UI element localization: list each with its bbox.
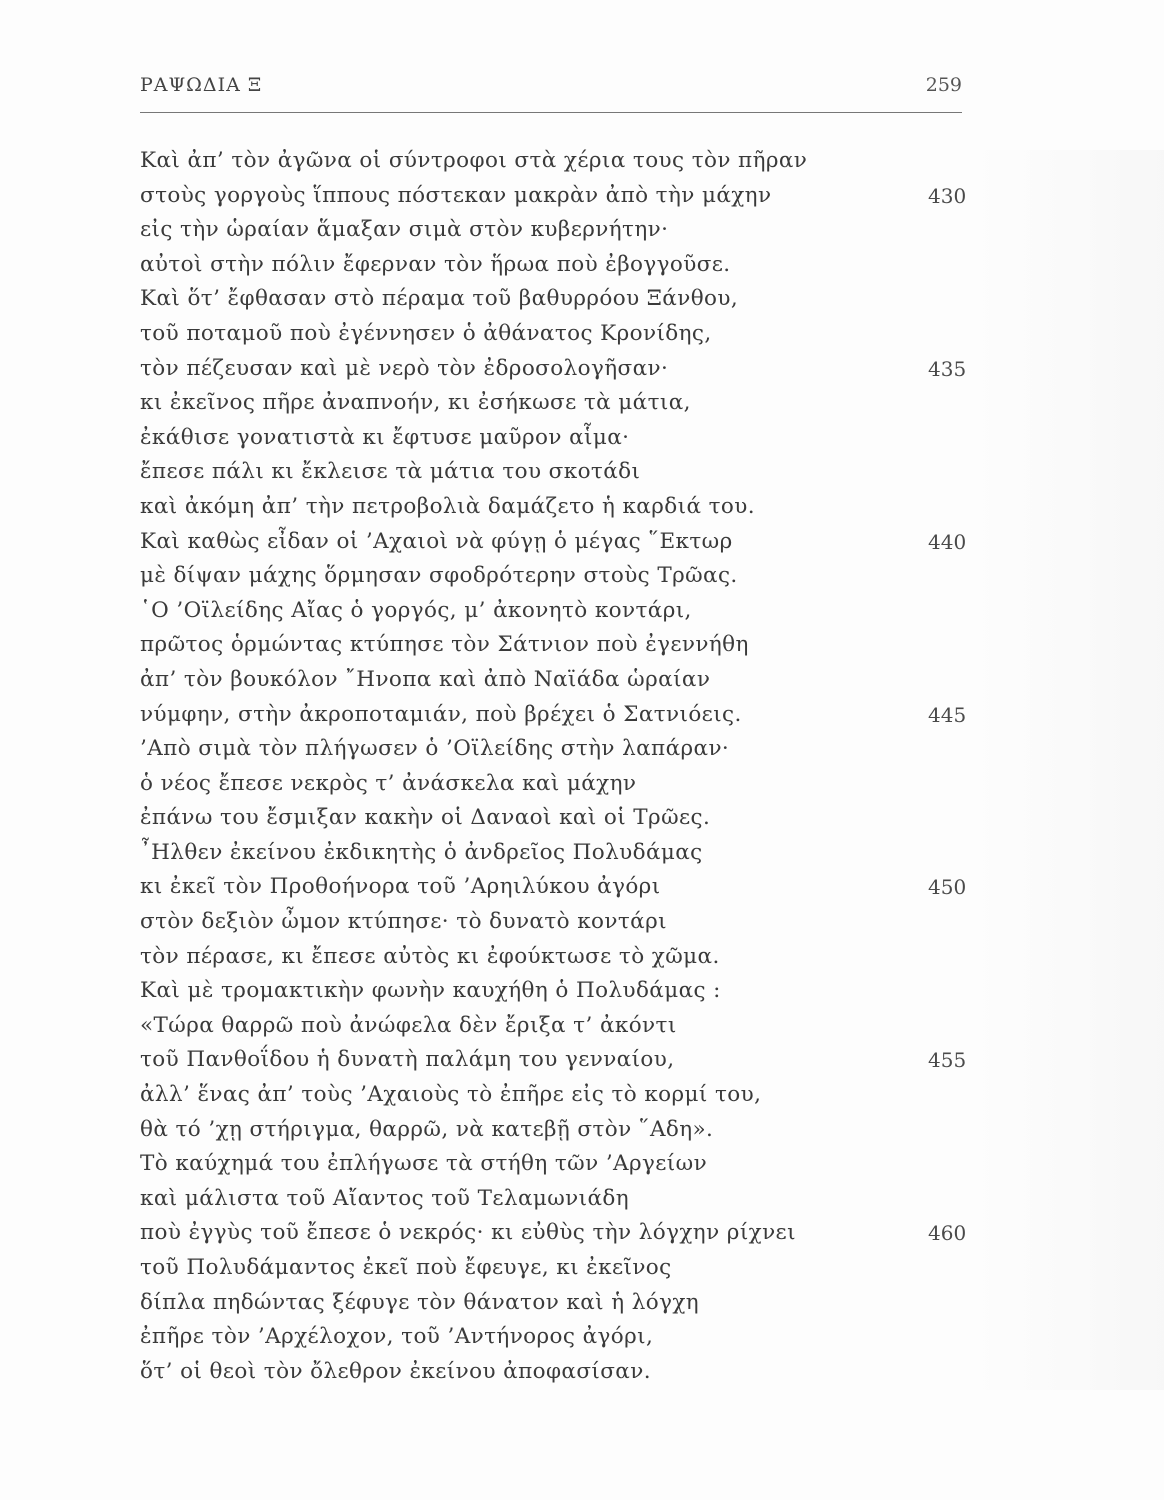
line-number: 450 [928,875,967,900]
verse-line [140,282,980,317]
verse-line [140,179,980,214]
line-number: 430 [928,183,967,208]
verse-line [140,490,980,525]
verse-text: Καὶ ὅτ’ ἔφθασαν στὸ πέραμα τοῦ βαθυρρόου Ξάνθου, [140,286,739,312]
verse-text: «Τώρα θαρρῶ ποὺ ἀνώφελα δὲν ἔριξα τ’ ἀκόντι [140,1012,677,1038]
verse-text: ἔπεσε πάλι κι ἔκλεισε τὰ μάτια του σκοτάδι [140,459,641,485]
verse-line [140,386,980,421]
verse-text: ὁ νέος ἔπεσε νεκρὸς τ’ ἀνάσκελα καὶ μάχην [140,770,637,796]
verse-text: δίπλα πηδώντας ξέφυγε τὸν θάνατον καὶ ἡ λόγχη [140,1289,700,1315]
verse-line [140,1251,980,1286]
verse-text: καὶ ἀκόμη ἀπ’ τὴν πετροβολιὰ δαμάζετο ἡ καρδιά του. [140,493,755,519]
verse-line [140,317,980,352]
verse-text: στοὺς γοργοὺς ἵππους πόστεκαν μακρὰν ἀπὸ τὴν μάχην [140,182,772,208]
line-number: 460 [928,1221,967,1246]
verse-line [140,1320,980,1355]
verse-text: τοῦ ποταμοῦ ποὺ ἐγέννησεν ὁ ἀθάνατος Κρονίδης, [140,320,712,346]
verse-line [140,1147,980,1182]
verse-line [140,1182,980,1217]
verse-text: πρῶτος ὁρμώντας κτύπησε τὸν Σάτνιον ποὺ ἐγεννήθη [140,632,749,658]
verse-line [140,974,980,1009]
line-number: 440 [928,529,967,554]
line-number: 455 [928,1048,967,1073]
verse-line [140,1113,980,1148]
verse-text: ὅτ’ οἱ θεοὶ τὸν ὄλεθρον ἐκείνου ἀποφασίσαν. [140,1358,651,1384]
verse-line [140,1355,980,1390]
verse-line [140,663,980,698]
verse-text: τὸν πέρασε, κι ἔπεσε αὐτὸς κι ἐφούκτωσε τὸ χῶμα. [140,943,720,969]
verse-text: Καὶ καθὼς εἶδαν οἱ ’Αχαιοὶ νὰ φύγῃ ὁ μέγας ῞Εκτωρ [140,528,733,554]
verse-text: ῾Ο ’Οϊλείδης Αἴας ὁ γοργός, μ’ ἀκονητὸ κοντάρι, [140,597,692,623]
verse-text: ἀπ’ τὸν βουκόλον ῎Ηνοπα καὶ ἀπὸ Ναϊάδα ὡραίαν [140,666,711,692]
verse-text: αὐτοὶ στὴν πόλιν ἔφερναν τὸν ἥρωα ποὺ ἐβογγοῦσε. [140,251,731,277]
verse-line [140,732,980,767]
line-number: 445 [928,702,967,727]
verse-line [140,352,980,387]
verse-text: ῏Ηλθεν ἐκείνου ἐκδικητὴς ὁ ἀνδρεῖος Πολυδάμας [140,839,703,865]
line-number: 435 [928,356,967,381]
verse-line [140,801,980,836]
verse-text: κι ἐκεῖ τὸν Προθοήνορα τοῦ ’Αρηιλύκου ἀγόρι [140,874,661,900]
verse-text: τὸν πέζευσαν καὶ μὲ νερὸ τὸν ἐδροσολογῆσαν· [140,355,669,381]
verse-line [140,698,980,733]
verse-text: ποὺ ἐγγὺς τοῦ ἔπεσε ὁ νεκρός· κι εὐθὺς τὴν λόγχην ρίχνει [140,1220,796,1246]
verse-text: ’Απὸ σιμὰ τὸν πλήγωσεν ὁ ’Οϊλείδης στὴν λαπάραν· [140,736,730,762]
verse-line [140,628,980,663]
page-number: 259 [925,74,962,96]
verse-text: Καὶ ἀπ’ τὸν ἀγῶνα οἱ σύντροφοι στὰ χέρια τους τὸν πῆραν [140,148,808,173]
verse-line [140,455,980,490]
verse-line [140,248,980,283]
verse-text: ἐκάθισε γονατιστὰ κι ἔφτυσε μαῦρον αἷμα· [140,424,630,450]
verse-line [140,767,980,802]
verse-line [140,870,980,905]
verse-text: καὶ μάλιστα τοῦ Αἴαντος τοῦ Τελαμωνιάδη [140,1185,630,1211]
verse-line [140,1043,980,1078]
verse-line [140,1286,980,1321]
verse-text: ἀλλ’ ἕνας ἀπ’ τοὺς ’Αχαιοὺς τὸ ἐπῆρε εἰς τὸ κορμί του, [140,1082,762,1108]
verse-text: Τὸ καύχημά του ἐπλήγωσε τὰ στήθη τῶν ’Αργείων [140,1151,708,1177]
verse-line [140,559,980,594]
verse-line [140,594,980,629]
verse-line [140,1009,980,1044]
verse-text: νύμφην, στὴν ἀκροποταμιάν, ποὺ βρέχει ὁ Σατνιόεις. [140,701,742,727]
verse-line [140,940,980,975]
verse-text: τοῦ Πολυδάμαντος ἐκεῖ ποὺ ἔφευγε, κι ἐκεῖνος [140,1255,672,1280]
verse-line [140,144,980,179]
verse-line [140,836,980,871]
verse-text: τοῦ Πανθοΐδου ἡ δυνατὴ παλάμη του γενναίου, [140,1047,675,1073]
running-header [140,74,962,104]
verse-text: ἐπῆρε τὸν ’Αρχέλοχον, τοῦ ’Αντήνορος ἀγόρι, [140,1324,654,1350]
verse-line [140,421,980,456]
show-through-shadow [974,150,1164,1390]
verse-line [140,213,980,248]
verse-line [140,1216,980,1251]
verse-line [140,905,980,940]
verse-text: ἐπάνω του ἔσμιξαν κακὴν οἱ Δαναοὶ καὶ οἱ Τρῶες. [140,805,711,831]
verse-line [140,1078,980,1113]
verse-line [140,525,980,560]
verse-text: εἰς τὴν ὡραίαν ἅμαξαν σιμὰ στὸν κυβερνήτην· [140,217,669,243]
verse-text: Καὶ μὲ τρομακτικὴν φωνὴν καυχήθη ὁ Πολυδάμας : [140,978,721,1004]
verse-text: στὸν δεξιὸν ὦμον κτύπησε· τὸ δυνατὸ κοντάρι [140,909,667,935]
header-divider [140,112,962,113]
verse-block [140,144,980,1389]
running-title: ΡΑΨΩΔΙΑ Ξ [140,74,263,96]
verse-text: κι ἐκεῖνος πῆρε ἀναπνοήν, κι ἐσήκωσε τὰ μάτια, [140,390,691,416]
verse-text: θὰ τό ’χῃ στήριγμα, θαρρῶ, νὰ κατεβῇ στὸν ῞Αδη». [140,1116,714,1142]
verse-text: μὲ δίψαν μάχης ὅρμησαν σφοδρότερην στοὺς Τρῶας. [140,563,738,589]
